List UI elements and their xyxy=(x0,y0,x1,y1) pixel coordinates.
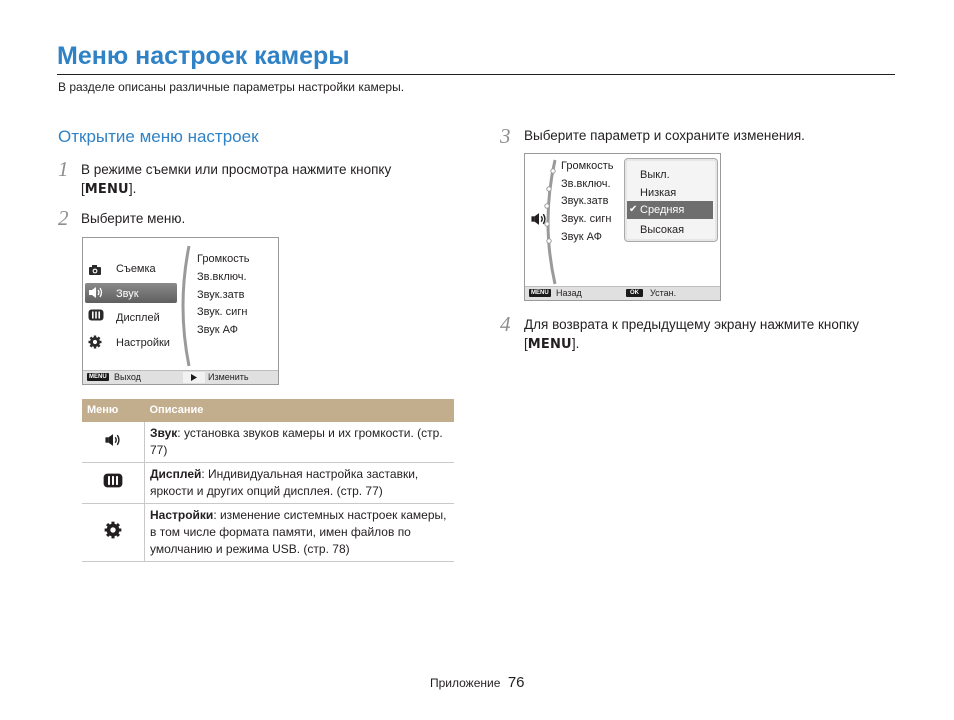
title-divider xyxy=(57,74,895,75)
table-desc-cell xyxy=(145,463,455,504)
menu-key-label: MENU xyxy=(527,337,572,352)
table-row xyxy=(82,504,454,562)
option-beep-sound[interactable]: Звук. сигн xyxy=(561,213,612,225)
table-icon-cell xyxy=(82,504,145,562)
table-row xyxy=(82,463,454,504)
column-header-menu: Меню xyxy=(82,399,145,422)
speaker-icon xyxy=(103,433,123,447)
option-shutter-sound[interactable]: Звук.затв xyxy=(197,289,245,301)
menu-key-label: MENU xyxy=(84,182,129,197)
bracket-close: ]. xyxy=(571,336,580,351)
option-beep-sound[interactable]: Звук. сигн xyxy=(197,306,248,318)
menu-category-shooting[interactable]: Съемка xyxy=(116,263,156,275)
volume-popup xyxy=(624,158,718,242)
back-label: Назад xyxy=(556,288,582,298)
column-header-description: Описание xyxy=(145,399,455,422)
menu-category-sound[interactable]: Звук xyxy=(116,288,139,300)
step-1-line: В режиме съемки или просмотра нажмите кнопку xyxy=(81,162,392,177)
table-header-row xyxy=(82,399,454,422)
menu-description-table xyxy=(82,399,454,562)
table-icon-cell xyxy=(82,422,145,463)
screen-1-bottom-bar xyxy=(83,370,278,385)
option-shutter-sound[interactable]: Звук.затв xyxy=(561,195,609,207)
step-4-number: 4 xyxy=(500,312,511,336)
table-row xyxy=(82,422,454,463)
desc-text: : установка звуков камеры и их громкости. (стр. 77) xyxy=(150,426,443,457)
menu-button-tag[interactable]: MENU xyxy=(531,290,549,296)
menu-arc-decoration xyxy=(175,244,197,368)
gear-icon xyxy=(88,335,102,349)
menu-screen-1 xyxy=(82,237,279,385)
menu-category-settings[interactable]: Настройки xyxy=(116,337,170,349)
bracket-open: [ xyxy=(81,181,85,196)
page-footer xyxy=(430,674,525,692)
page-number: 76 xyxy=(507,674,525,691)
step-3-text: Выберите параметр и сохраните изменения. xyxy=(524,128,805,143)
right-arrow-icon[interactable] xyxy=(183,372,205,383)
option-af-sound[interactable]: Звук АФ xyxy=(561,231,602,243)
popup-option-medium[interactable]: Средняя xyxy=(640,204,685,216)
page-subtitle: В разделе описаны различные параметры настройки камеры. xyxy=(58,80,405,94)
table-desc-cell xyxy=(145,422,455,463)
camera-icon xyxy=(88,264,102,276)
popup-option-low[interactable]: Низкая xyxy=(640,187,677,199)
page-title: Меню настроек камеры xyxy=(57,42,350,70)
option-startup-sound[interactable]: Зв.включ. xyxy=(197,271,247,283)
menu-category-display[interactable]: Дисплей xyxy=(116,312,160,324)
popup-option-high[interactable]: Высокая xyxy=(640,224,685,236)
menu-screen-2 xyxy=(524,153,721,301)
step-4-line: Для возврата к предыдущему экрану нажмите кнопку xyxy=(524,317,859,332)
menu-button-tag[interactable]: MENU xyxy=(89,374,107,380)
option-af-sound[interactable]: Звук АФ xyxy=(197,324,238,336)
footer-section-label: Приложение xyxy=(430,676,501,690)
desc-term: Настройки xyxy=(150,508,214,522)
popup-option-off[interactable]: Выкл. xyxy=(640,169,670,181)
bracket-open: [ xyxy=(524,336,528,351)
step-2-number: 2 xyxy=(58,206,69,230)
step-2-text: Выберите меню. xyxy=(81,211,186,226)
set-label: Устан. xyxy=(650,288,677,298)
section-title: Открытие меню настроек xyxy=(58,127,259,146)
option-startup-sound[interactable]: Зв.включ. xyxy=(561,178,611,190)
table-desc-cell xyxy=(145,504,455,562)
gear-icon xyxy=(104,521,122,539)
step-4-text xyxy=(524,315,859,354)
desc-term: Дисплей xyxy=(150,467,202,481)
ok-button-tag[interactable]: OK xyxy=(626,289,643,297)
check-icon: ✔ xyxy=(629,204,638,215)
desc-text: : изменение системных настроек камеры, в том числе формата памяти, имен файлов по умолчанию и режима USB. (стр. 78) xyxy=(150,508,447,556)
step-4-key-line xyxy=(524,334,859,354)
menu-arc-decoration xyxy=(539,158,561,286)
exit-label: Выход xyxy=(114,372,141,382)
speaker-icon xyxy=(88,286,104,299)
step-1-text xyxy=(81,160,391,199)
step-1-key-line xyxy=(81,179,391,199)
step-3-number: 3 xyxy=(500,124,511,148)
screen-2-bottom-bar xyxy=(525,286,720,301)
change-label: Изменить xyxy=(208,372,249,382)
desc-term: Звук xyxy=(150,426,178,440)
desc-text: : Индивидуальная настройка заставки, яркости и других опций дисплея. (стр. 77) xyxy=(150,467,419,498)
bracket-close: ]. xyxy=(128,181,137,196)
display-icon xyxy=(103,473,123,488)
step-1-number: 1 xyxy=(58,157,69,181)
option-volume[interactable]: Громкость xyxy=(197,253,250,265)
display-icon xyxy=(88,309,104,321)
table-icon-cell xyxy=(82,463,145,504)
option-volume[interactable]: Громкость xyxy=(561,160,614,172)
